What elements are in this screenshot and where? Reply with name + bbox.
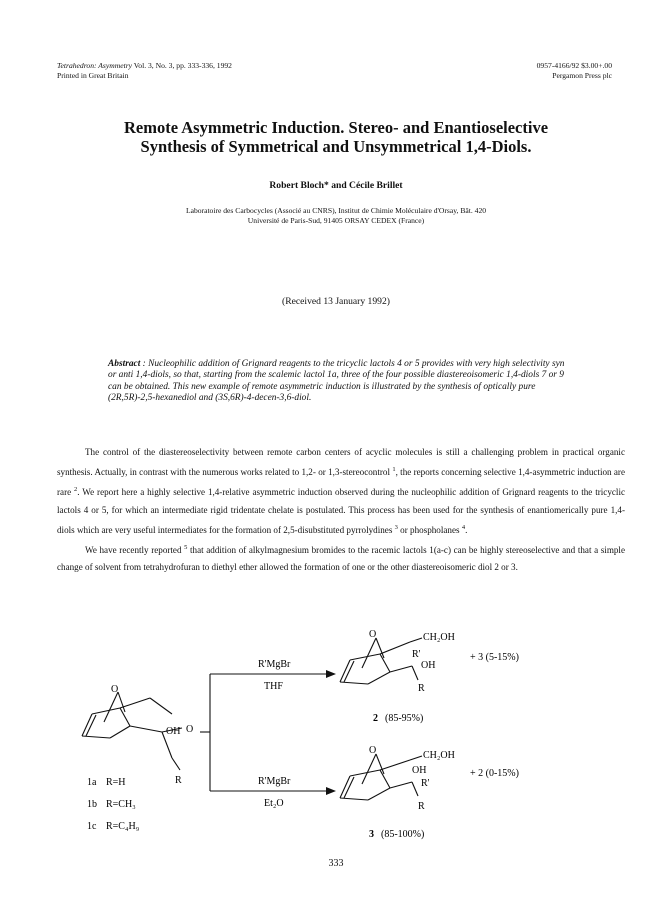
product-3-ch2oh: CH₂OH [423,750,455,761]
journal-code: 0957-4166/92 $3.00+.00 [536,61,612,70]
compound-1b-id: 1b [87,799,97,810]
para1-text-e: . [465,524,468,535]
arrow-bottom-head [326,787,336,795]
journal-citation [57,61,232,71]
compound-1a-sub: R=H [106,777,126,788]
product-3-structure [340,754,422,800]
para1-text-a: The control of the diastereoselectivity between remote carbon centers of acyclic molecules is still a challenging problem in practical organic synthesis. Actually, in contrast with the numerous works related to 1,2- or 1,3-stereocontrol [57,447,625,478]
solvent-bottom: Et₂O [264,798,284,809]
publisher: Pergamon Press plc [552,71,612,80]
journal-name: Tetrahedron: Asymmetry [57,61,133,70]
solvent-top: THF [264,681,283,692]
authors: Robert Bloch* and Cécile Brillet [269,180,403,191]
affiliation-line-1: Laboratoire des Carbocycles (Associé au CNRS), Institut de Chimie Moléculaire d'Orsay, Bât. 420 [185,206,487,215]
ref-2: 2 [74,486,78,494]
lactol-oh-label: OH [166,726,181,737]
arrow-top-head [326,670,336,678]
reagent-bottom: R'MgBr [258,776,291,787]
product-2-bridge-o: O [369,629,377,640]
printed-in: Printed in Great Britain [57,71,129,80]
para1-text-c: . We report here a highly selective 1,4-relative asymmetric induction observed during the nucleophilic addition of Grignard reagents to the tricyclic lactols 4 or 5, for which an intermediate rigid tridentate chelate is postulated. This process has been used for the synthesis of enantiomerically pure 1,4-diols which are very useful intermediates for the formation of 2,5-disubstituted pyrrolydines [57,487,626,535]
lactol-r-label: R [175,775,182,786]
page-number: 333 [328,858,344,869]
product-2-label: 2 [373,713,378,724]
compound-1c-sub: R=C₄H₉ [106,821,140,832]
product-3-label: 3 [369,829,374,840]
paper-title-line-2: Synthesis of Symmetrical and Unsymmetrical 1,4-Diols. [140,137,532,156]
ref-3: 3 [394,523,398,531]
lactol-ring-o: O [186,724,194,735]
product-2-r-prime: R' [412,649,421,660]
para1-text-d: or phospholanes [397,524,462,535]
compound-1c-id: 1c [87,821,97,832]
abstract [108,359,572,405]
product-3-bridge-o: O [369,745,377,756]
product-3-yield: (85-100%) [381,829,425,840]
ref-1: 1 [392,466,396,474]
body-text [57,444,625,577]
paper-title-line-1: Remote Asymmetric Induction. Stereo- and Enantioselective [123,118,549,137]
product-3-side-product: + 2 (0-15%) [470,768,519,779]
product-2-ch2oh: CH₂OH [423,632,455,643]
paragraph-1 [57,444,625,539]
received-date: (Received 13 January 1992) [282,296,390,307]
product-2-r: R [418,683,425,694]
product-3-r-prime: R' [421,778,430,789]
compound-1a-id: 1a [87,777,97,788]
para1-text-b: , the reports concerning selective 1,4-asymmetric induction are rare [57,467,625,498]
para2-text-a: We have recently reported [85,545,185,556]
product-2-side-product: + 3 (5-15%) [470,652,519,663]
product-3-oh: OH [412,765,427,776]
ref-5: 5 [184,544,188,552]
product-2-yield: (85-95%) [385,713,424,724]
product-2-structure [340,638,422,684]
product-3-r: R [418,801,425,812]
volume-info: Vol. 3, No. 3, pp. 333-336, 1992 [133,61,232,70]
compound-1b-sub: R=CH₃ [106,799,136,810]
abstract-text: : Nucleophilic addition of Grignard reagents to the tricyclic lactols 4 or 5 provides with very high selectivity syn or anti 1,4-diols, so that, starting from the scalemic lactol 1a, three of the four possible diastereoisomeric 1,4-diols 7 or 9 can be obtained. This new example of remote asymmetric induction is illustrated by the synthesis of optically pure (2R,5R)-2,5-hexanediol and (3S,6R)-4-decen-3,6-diol. [108,359,565,404]
abstract-label: Abstract [108,359,141,369]
para2-text-b: that addition of alkylmagnesium bromides to the racemic lactols 1(a-c) can be highly stereoselective and that a simple change of solvent from tetrahydrofuran to diethyl ether allowed the formation of one or the other diastereoisomeric diol 2 or 3. [57,545,625,573]
product-2-oh: OH [421,660,436,671]
affiliation-line-2: Université de Paris-Sud, 91405 ORSAY CEDEX (France) [247,216,425,225]
reagent-top: R'MgBr [258,659,291,670]
lactol-bridge-o: O [111,684,119,695]
ref-4: 4 [461,523,466,531]
reaction-scheme [0,600,672,860]
paragraph-2 [57,539,625,576]
